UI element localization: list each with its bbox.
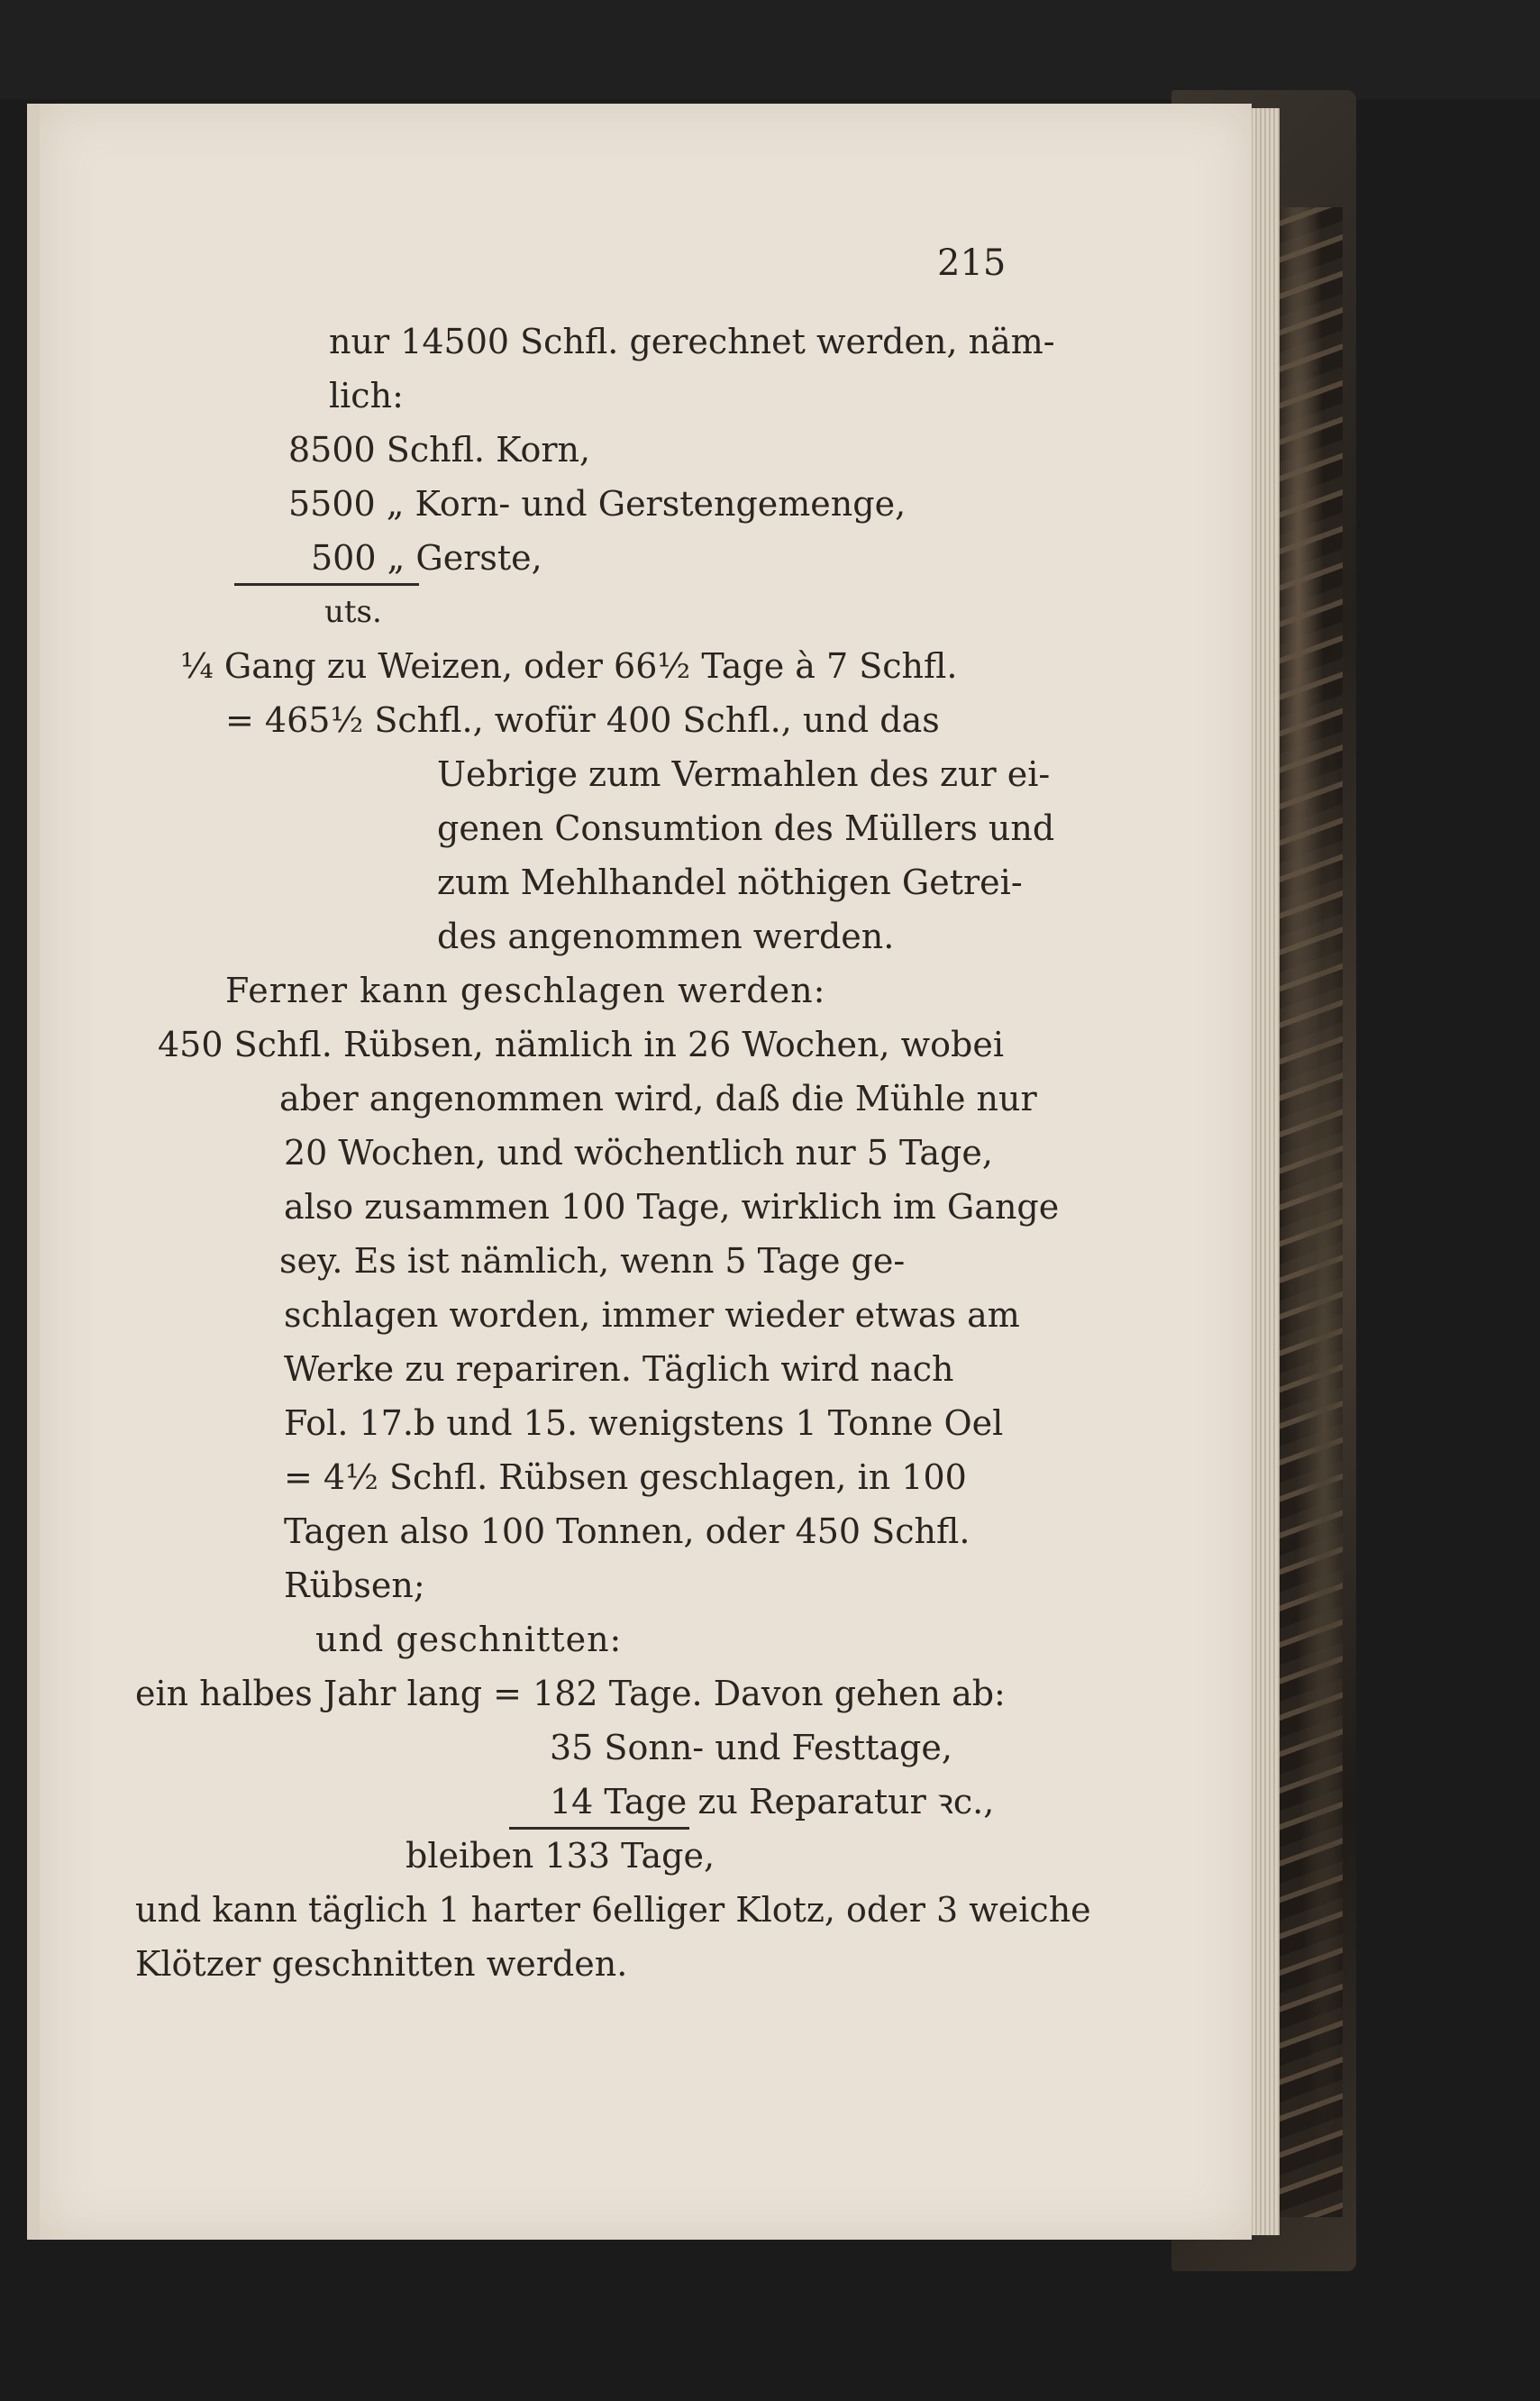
text-line-11: zum Mehlhandel nöthigen Getrei- xyxy=(437,863,1023,902)
text-line-19: schlagen worden, immer wieder etwas am xyxy=(284,1295,1020,1335)
text-line-22: = 4½ Schfl. Rübsen geschlagen, in 100 xyxy=(284,1457,967,1497)
sum-rule-2 xyxy=(509,1827,689,1830)
sum-rule-1 xyxy=(234,583,419,586)
text-line-16: 20 Wochen, und wöchentlich nur 5 Tage, xyxy=(284,1133,993,1173)
text-line-8: = 465½ Schfl., wofür 400 Schfl., und das xyxy=(225,700,940,740)
text-line-13: Ferner kann geschlagen werden: xyxy=(225,971,826,1010)
text-line-18: sey. Es ist nämlich, wenn 5 Tage ge- xyxy=(279,1241,906,1281)
text-line-20: Werke zu repariren. Täglich wird nach xyxy=(284,1349,954,1389)
scan-background xyxy=(0,0,1540,99)
text-line-5: 500 „ Gerste, xyxy=(311,538,542,578)
text-line-15: aber angenommen wird, daß die Mühle nur xyxy=(279,1079,1037,1118)
text-line-28: 14 Tage zu Reparatur ꝛc., xyxy=(550,1782,995,1821)
text-line-27: 35 Sonn- und Festtage, xyxy=(550,1728,952,1767)
marbled-cover-edge xyxy=(1280,207,1343,2217)
text-line-31: Klötzer geschnitten werden. xyxy=(135,1944,628,1984)
text-line-17: also zusammen 100 Tage, wirklich im Gange xyxy=(284,1187,1060,1227)
text-line-29: bleiben 133 Tage, xyxy=(406,1836,715,1876)
text-line-7: ¼ Gang zu Weizen, oder 66½ Tage à 7 Schfl. xyxy=(180,646,958,686)
text-line-4: 5500 „ Korn- und Gerstengemenge, xyxy=(288,484,907,524)
text-line-23: Tagen also 100 Tonnen, oder 450 Schfl. xyxy=(284,1511,970,1551)
text-line-1: nur 14500 Schfl. gerechnet werden, näm- xyxy=(329,322,1055,361)
text-line-6: uts. xyxy=(324,594,382,630)
text-line-26: ein halbes Jahr lang = 182 Tage. Davon gehen ab: xyxy=(135,1674,1006,1713)
text-line-25: und geschnitten: xyxy=(315,1620,623,1659)
text-line-30: und kann täglich 1 harter 6elliger Klotz, oder 3 weiche xyxy=(135,1890,1091,1930)
text-line-10: genen Consumtion des Müllers und xyxy=(437,808,1055,848)
text-line-21: Fol. 17.b und 15. wenigstens 1 Tonne Oel xyxy=(284,1403,1004,1443)
page-number: 215 xyxy=(937,242,1007,284)
text-line-24: Rübsen; xyxy=(284,1566,425,1605)
text-line-9: Uebrige zum Vermahlen des zur ei- xyxy=(437,754,1051,794)
text-line-12: des angenommen werden. xyxy=(437,917,895,956)
text-line-2: lich: xyxy=(329,376,404,415)
text-line-14: 450 Schfl. Rübsen, nämlich in 26 Wochen, wobei xyxy=(158,1025,1004,1064)
text-line-3: 8500 Schfl. Korn, xyxy=(288,430,591,470)
